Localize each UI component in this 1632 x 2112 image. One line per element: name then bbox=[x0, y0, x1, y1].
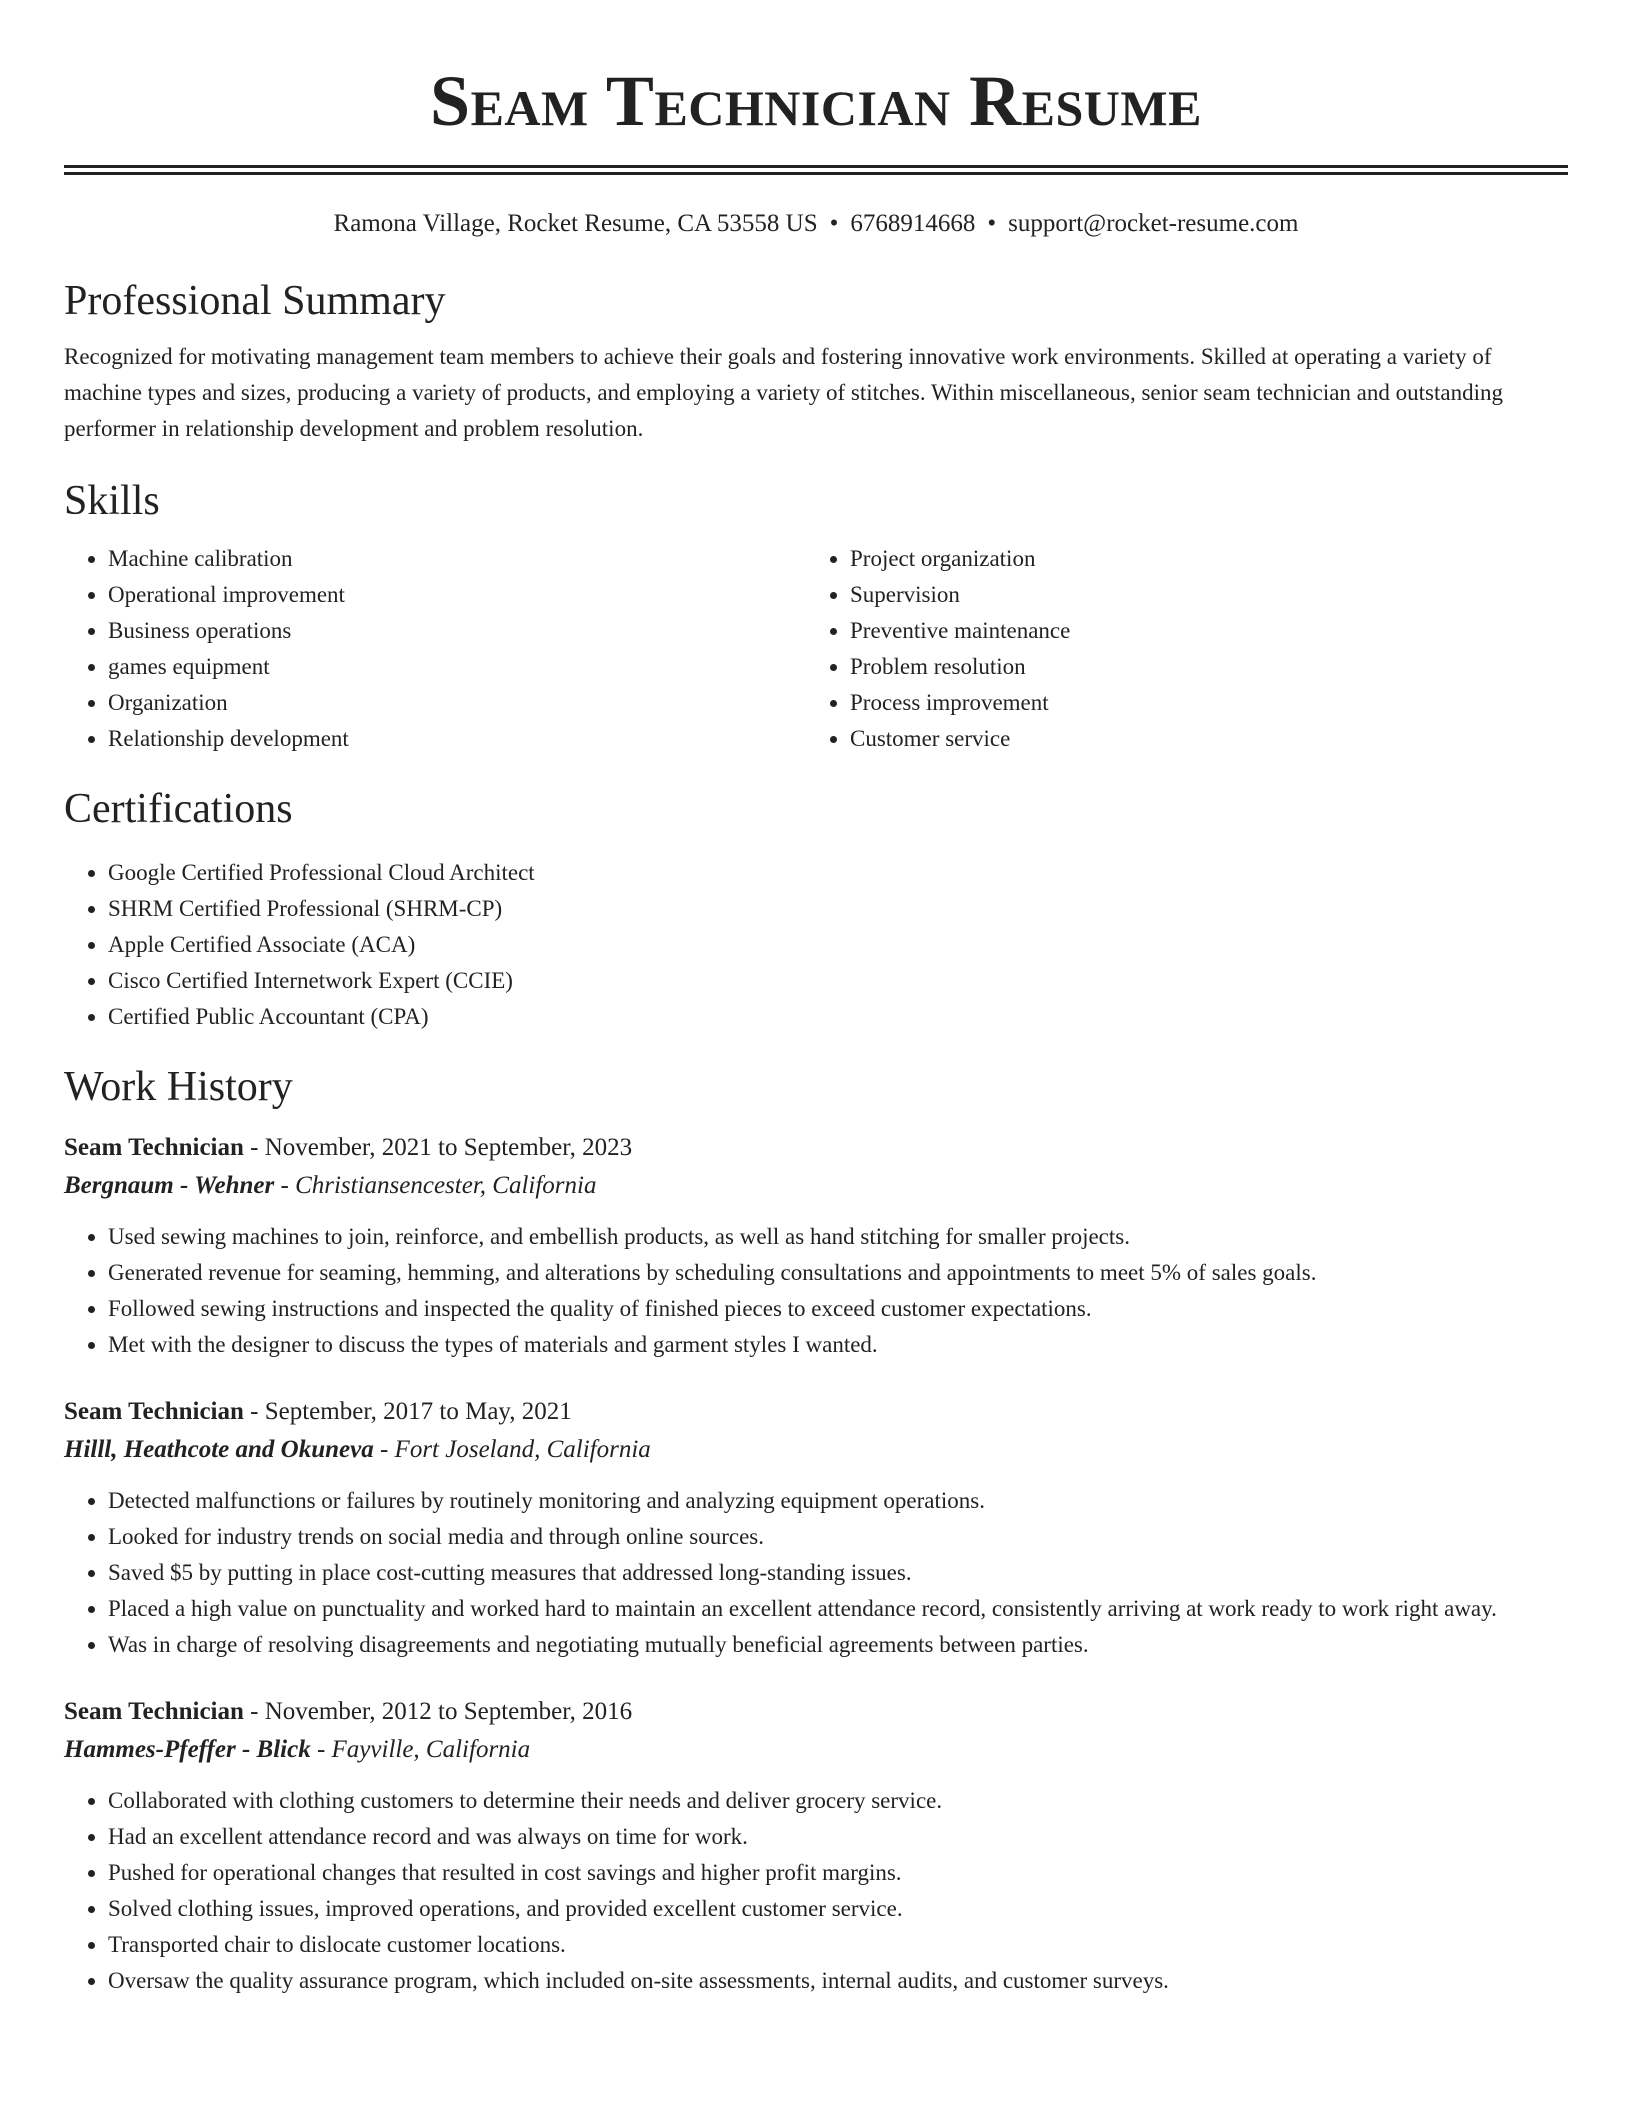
job-bullet: • Used sewing machines to join, reinforce, and embellish products, as well as hand stitching for smaller projects. bbox=[108, 1219, 1568, 1255]
job-entry bbox=[64, 1393, 1568, 1663]
job-bullet: • Followed sewing instructions and inspected the quality of finished pieces to exceed customer expectations. bbox=[108, 1291, 1568, 1327]
job-bullet: • Generated revenue for seaming, hemming, and alterations by scheduling consultations and appointments to meet 5% of sales goals. bbox=[108, 1255, 1568, 1291]
job-location: Fayville, California bbox=[331, 1736, 531, 1763]
skill-item: • games equipment bbox=[108, 649, 806, 685]
contact-separator: • bbox=[987, 210, 997, 237]
job-bullet: • Pushed for operational changes that resulted in cost savings and higher profit margins. bbox=[108, 1855, 1568, 1891]
job-company-line: Bergnaum - Wehner - Christiansencester, California bbox=[64, 1172, 597, 1199]
contact-email: support@rocket-resume.com bbox=[1008, 210, 1299, 237]
job-dates: November, 2021 to September, 2023 bbox=[264, 1134, 633, 1161]
job-bullet: • Had an excellent attendance record and was always on time for work. bbox=[108, 1819, 1568, 1855]
job-bullet: • Met with the designer to discuss the types of materials and garment styles I wanted. bbox=[108, 1327, 1568, 1363]
job-role: Seam Technician bbox=[64, 1398, 244, 1425]
skills-columns bbox=[64, 541, 1568, 757]
skills-heading: Skills bbox=[64, 478, 160, 524]
certification-item: • Google Certified Professional Cloud Architect bbox=[108, 855, 1568, 891]
contact-separator: • bbox=[829, 210, 839, 237]
skill-item: • Project organization bbox=[850, 541, 1548, 577]
job-bullet: • Solved clothing issues, improved operations, and provided excellent customer service. bbox=[108, 1891, 1568, 1927]
job-entry bbox=[64, 1693, 1568, 1999]
skill-item: • Preventive maintenance bbox=[850, 613, 1548, 649]
job-dates: November, 2012 to September, 2016 bbox=[264, 1698, 633, 1725]
certification-item: • Cisco Certified Internetwork Expert (CCIE) bbox=[108, 963, 1568, 999]
summary-heading: Professional Summary bbox=[64, 278, 446, 324]
skills-list-right bbox=[806, 541, 1548, 757]
job-header: Seam Technician - November, 2012 to September, 2016 bbox=[64, 1698, 633, 1725]
job-bullet: • Was in charge of resolving disagreements and negotiating mutually beneficial agreements between parties. bbox=[108, 1627, 1568, 1663]
certifications-heading: Certifications bbox=[64, 786, 293, 832]
job-company-line: Hammes-Pfeffer - Blick - Fayville, California bbox=[64, 1736, 531, 1763]
job-company: Bergnaum - Wehner bbox=[64, 1172, 275, 1199]
contact-address: Ramona Village, Rocket Resume, CA 53558 US bbox=[333, 210, 818, 237]
contact-phone: 6768914668 bbox=[850, 210, 976, 237]
job-bullet: • Placed a high value on punctuality and worked hard to maintain an excellent attendance record, consistently arriving at work ready to work right away. bbox=[108, 1591, 1568, 1627]
title-divider bbox=[64, 165, 1568, 175]
job-company: Hilll, Heathcote and Okuneva bbox=[64, 1436, 374, 1463]
job-company: Hammes-Pfeffer - Blick bbox=[64, 1736, 311, 1763]
resume-page bbox=[64, 0, 1568, 1999]
job-bullets bbox=[64, 1483, 1568, 1663]
job-bullet: • Transported chair to dislocate customer locations. bbox=[108, 1927, 1568, 1963]
contact-line bbox=[64, 207, 1568, 241]
resume-title: Seam Technician Resume bbox=[430, 61, 1202, 141]
skill-item: • Process improvement bbox=[850, 685, 1548, 721]
work-history-heading: Work History bbox=[64, 1064, 293, 1110]
skill-item: • Supervision bbox=[850, 577, 1548, 613]
skill-item: • Customer service bbox=[850, 721, 1548, 757]
job-bullets bbox=[64, 1219, 1568, 1363]
job-bullet: • Saved $5 by putting in place cost-cutting measures that addressed long-standing issues. bbox=[108, 1555, 1568, 1591]
job-dates: September, 2017 to May, 2021 bbox=[264, 1398, 572, 1425]
certifications-list bbox=[64, 855, 1568, 1035]
job-role: Seam Technician bbox=[64, 1698, 244, 1725]
skill-item: • Problem resolution bbox=[850, 649, 1548, 685]
job-bullet: • Oversaw the quality assurance program, which included on-site assessments, internal audits, and customer surveys. bbox=[108, 1963, 1568, 1999]
skill-item: • Machine calibration bbox=[108, 541, 806, 577]
certification-item: • Apple Certified Associate (ACA) bbox=[108, 927, 1568, 963]
job-bullets bbox=[64, 1783, 1568, 1999]
job-location: Christiansencester, California bbox=[295, 1172, 597, 1199]
job-header: Seam Technician - November, 2021 to September, 2023 bbox=[64, 1134, 633, 1161]
certification-item: • Certified Public Accountant (CPA) bbox=[108, 999, 1568, 1035]
skill-item: • Operational improvement bbox=[108, 577, 806, 613]
job-header: Seam Technician - September, 2017 to May, 2021 bbox=[64, 1398, 572, 1425]
job-bullet: • Looked for industry trends on social media and through online sources. bbox=[108, 1519, 1568, 1555]
job-bullet: • Collaborated with clothing customers to determine their needs and deliver grocery service. bbox=[108, 1783, 1568, 1819]
skill-item: • Relationship development bbox=[108, 721, 806, 757]
job-location: Fort Joseland, California bbox=[394, 1436, 651, 1463]
job-bullet: • Detected malfunctions or failures by routinely monitoring and analyzing equipment operations. bbox=[108, 1483, 1568, 1519]
job-company-line: Hilll, Heathcote and Okuneva - Fort Joseland, California bbox=[64, 1436, 651, 1463]
summary-text: Recognized for motivating management team members to achieve their goals and fostering innovative work environments. Skilled at operating a variety of machine types and sizes, producing a variety of products, and employing a variety of stitches. Within miscellaneous, senior seam technician and outstanding performer in relationship development and problem resolution. bbox=[64, 344, 1503, 441]
job-role: Seam Technician bbox=[64, 1134, 244, 1161]
job-entry bbox=[64, 1129, 1568, 1363]
skill-item: • Organization bbox=[108, 685, 806, 721]
skill-item: • Business operations bbox=[108, 613, 806, 649]
skills-list-left bbox=[64, 541, 806, 757]
certification-item: • SHRM Certified Professional (SHRM-CP) bbox=[108, 891, 1568, 927]
